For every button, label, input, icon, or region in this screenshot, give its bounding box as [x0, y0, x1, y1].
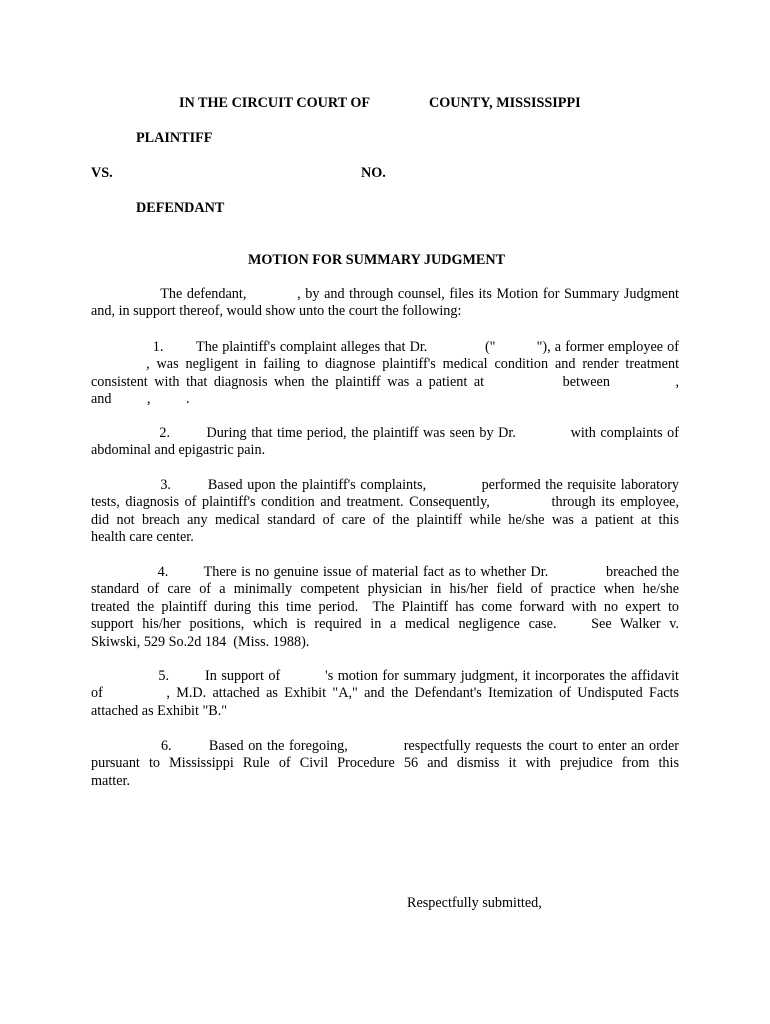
paragraph-2	[91, 425, 679, 460]
paragraph-line: 1. The plaintiff's complaint alleges that Dr. (" "), a former employee of	[91, 339, 679, 355]
paragraph-line: The defendant, , by and through counsel, files its Motion for Summary Judgment	[91, 286, 679, 302]
paragraph-line: abdominal and epigastric pain.	[91, 442, 266, 459]
paragraph-3	[91, 477, 679, 547]
paragraph-line: 5. In support of 's motion for summary judgment, it incorporates the affidavit	[91, 668, 679, 684]
paragraph-line: standard of care of a minimally competent physician in his/her field of practice when he/she	[91, 581, 679, 598]
paragraph-line: 6. Based on the foregoing, respectfully requests the court to enter an order	[91, 738, 679, 754]
paragraph-line: 4. There is no genuine issue of material fact as to whether Dr. breached the	[91, 564, 680, 580]
court-line-right: COUNTY, MISSISSIPPI	[429, 95, 581, 111]
paragraph-line: consistent with that diagnosis when the plaintiff was a patient at between ,	[91, 373, 679, 390]
paragraph-line: of , M.D. attached as Exhibit "A," and the Defendant's Itemization of Undisputed Facts	[91, 685, 679, 702]
paragraph-line: and , .	[91, 391, 190, 408]
paragraph-line: attached as Exhibit "B."	[91, 702, 228, 719]
document-title: MOTION FOR SUMMARY JUDGMENT	[248, 252, 506, 268]
court-line-left: IN THE CIRCUIT COURT OF	[179, 95, 371, 111]
paragraph-5	[91, 668, 679, 720]
plaintiff-label: PLAINTIFF	[136, 130, 213, 146]
case-number-label: NO.	[361, 165, 386, 181]
defendant-label: DEFENDANT	[136, 200, 225, 216]
paragraph-line: did not breach any medical standard of care of the plaintiff while he/she was a patient at this	[91, 511, 679, 528]
paragraph-line: 3. Based upon the plaintiff's complaints, performed the requisite laboratory	[91, 477, 680, 493]
paragraph-line: and, in support thereof, would show unto the court the following:	[91, 303, 462, 320]
paragraph-line: Skiwski, 529 So.2d 184 (Miss. 1988).	[91, 633, 310, 650]
paragraph-line: tests, diagnosis of plaintiff's condition and treatment. Consequently, through its employee,	[91, 494, 679, 511]
paragraph-4	[91, 564, 679, 651]
paragraph-line: pursuant to Mississippi Rule of Civil Procedure 56 and dismiss it with prejudice from this	[91, 755, 679, 772]
closing-text: Respectfully submitted,	[407, 895, 542, 911]
paragraph-line: , was negligent in failing to diagnose plaintiff's medical condition and render treatment	[91, 356, 680, 373]
paragraph-line: treated the plaintiff during this time period. The Plaintiff has come forward with no expert to	[91, 598, 679, 615]
paragraph-1	[91, 339, 679, 409]
paragraph-line: health care center.	[91, 529, 194, 546]
vs-label: VS.	[91, 165, 113, 181]
paragraph-line: 2. During that time period, the plaintiff was seen by Dr. with complaints of	[91, 425, 680, 441]
paragraph-6	[91, 738, 679, 790]
paragraph-line: matter.	[91, 772, 131, 789]
intro-paragraph	[91, 286, 679, 321]
paragraph-line: support his/her positions, which is required in a medical negligence case. See Walker v.	[91, 616, 679, 633]
